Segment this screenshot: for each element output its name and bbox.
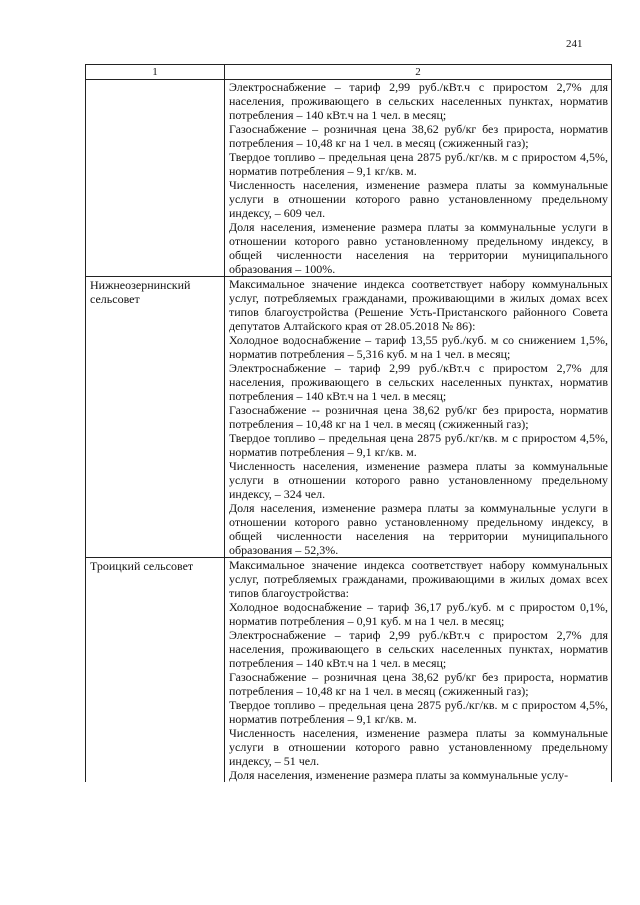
paragraph: Численность населения, изменение размера платы за коммунальные услуги в отношении которого равно установленному предельному индексу, – 609 чел. [229,178,608,220]
paragraph: Максимальное значение индекса соответствует набору коммунальных услуг, потребляемых гражданами, проживающими в жилых домах всех типов благоустройства (Решение Усть-Пристанского районного Совета депутатов Алтайского края от 28.05.2018 № 86): [229,277,608,333]
page-number: 241 [566,38,583,50]
paragraph: Твердое топливо – предельная цена 2875 руб./кг/кв. м с приростом 4,5%, норматив потребления – 9,1 кг/кв. м. [229,698,608,726]
tariff-description [225,80,612,277]
paragraph: Численность населения, изменение размера платы за коммунальные услуги в отношении которого равно установленному предельному индексу, – 51 чел. [229,726,608,768]
column-header-2: 2 [225,65,612,80]
tariff-table [85,64,612,782]
municipality-name [86,80,225,277]
municipality-name: Нижнеозернинский сельсовет [86,277,225,558]
paragraph: Газоснабжение – розничная цена 38,62 руб/кг без прироста, норматив потребления – 10,48 кг на 1 чел. в месяц (сжиженный газ); [229,670,608,698]
paragraph: Твердое топливо – предельная цена 2875 руб./кг/кв. м с приростом 4,5%, норматив потребления – 9,1 кг/кв. м. [229,431,608,459]
paragraph: Доля населения, изменение размера платы за коммунальные услуги в отношении которого равно установленному предельному индексу, в общей численности населения на территории муниципального образования – 52,3%. [229,501,608,557]
paragraph: Твердое топливо – предельная цена 2875 руб./кг/кв. м с приростом 4,5%, норматив потребления – 9,1 кг/кв. м. [229,150,608,178]
column-header-1: 1 [86,65,225,80]
paragraph: Холодное водоснабжение – тариф 36,17 руб./куб. м с приростом 0,1%, норматив потребления – 0,91 куб. м на 1 чел. в месяц; [229,600,608,628]
paragraph: Максимальное значение индекса соответствует набору коммунальных услуг, потребляемых гражданами, проживающими в жилых домах всех типов благоустройства: [229,558,608,600]
paragraph: Электроснабжение – тариф 2,99 руб./кВт.ч с приростом 2,7% для населения, проживающего в сельских населенных пунктах, норматив потребления – 140 кВт.ч на 1 чел. в месяц; [229,628,608,670]
table-row [86,80,612,277]
paragraph: Электроснабжение – тариф 2,99 руб./кВт.ч с приростом 2,7% для населения, проживающего в сельских населенных пунктах, норматив потребления – 140 кВт.ч на 1 чел. в месяц; [229,80,608,122]
table-row [86,277,612,558]
paragraph: Газоснабжение – розничная цена 38,62 руб/кг без прироста, норматив потребления – 10,48 кг на 1 чел. в месяц (сжиженный газ); [229,122,608,150]
paragraph: Электроснабжение – тариф 2,99 руб./кВт.ч с приростом 2,7% для населения, проживающего в сельских населенных пунктах, норматив потребления – 140 кВт.ч на 1 чел. в месяц; [229,361,608,403]
tariff-description [225,277,612,558]
table-header [86,65,612,80]
paragraph: Численность населения, изменение размера платы за коммунальные услуги в отношении которого равно установленному предельному индексу, – 324 чел. [229,459,608,501]
paragraph: Доля населения, изменение размера платы за коммунальные услу- [229,768,569,782]
paragraph: Доля населения, изменение размера платы за коммунальные услуги в отношении которого равно установленному предельному индексу, в общей численности населения на территории муниципального образования – 100%. [229,220,608,276]
tariff-description [225,558,612,783]
header-row [86,65,612,80]
table-body [86,80,612,783]
paragraph: Газоснабжение -- розничная цена 38,62 руб/кг без прироста, норматив потребления – 10,48 кг на 1 чел. в месяц (сжиженный газ); [229,403,608,431]
paragraph: Холодное водоснабжение – тариф 13,55 руб./куб. м со снижением 1,5%, норматив потребления – 5,316 куб. м на 1 чел. в месяц; [229,333,608,361]
municipality-name: Троицкий сельсовет [86,558,225,783]
table-row [86,558,612,783]
